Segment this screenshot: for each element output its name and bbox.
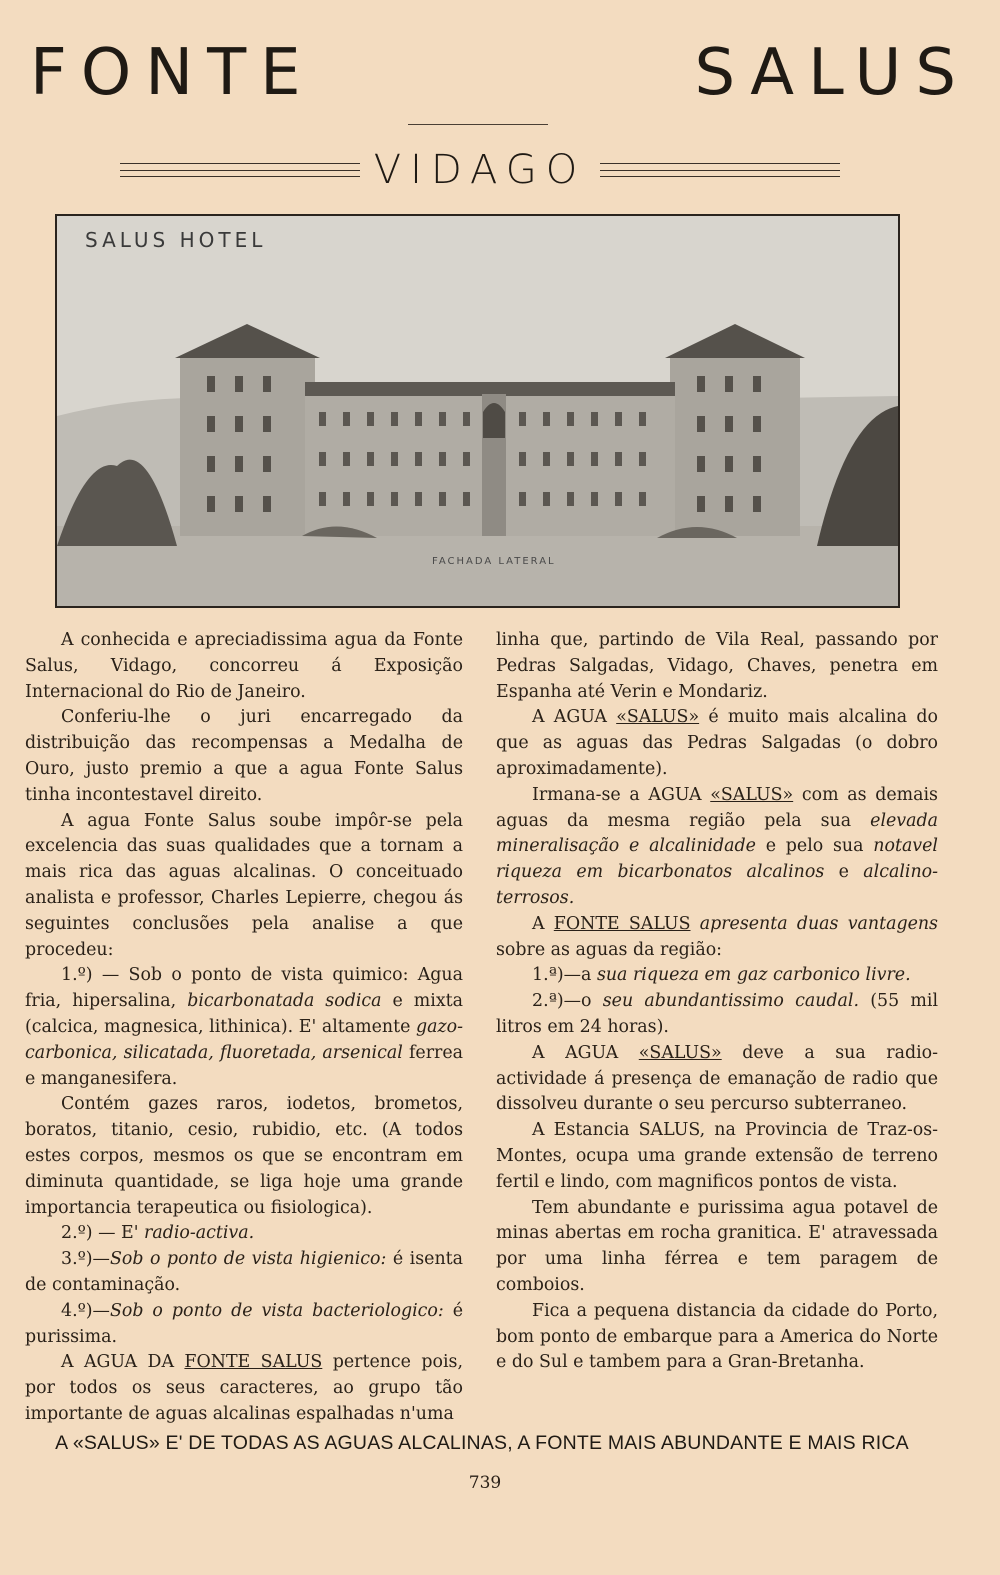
paragraph: Irmana-se a AGUA «SALUS» com as demais aguas da mesma região pela sua elevada mineralisação e alcalinidade e pelo sua notavel riqueza em bicarbonatos alcalinos e alcalino-terrosos.: [496, 784, 938, 908]
page-number: 739: [468, 1473, 502, 1493]
paragraph: 1.ª)—a sua riqueza em gaz carbonico livre.: [532, 965, 911, 986]
paragraph: Tem abundante e purissima agua potavel de minas abertas em rocha granitica. E' atravessada por uma linha férrea e tem paragem de comboios.: [496, 1197, 938, 1295]
left-text-column: [25, 628, 463, 1428]
paragraph: linha que, partindo de Vila Real, passando por Pedras Salgadas, Vidago, Chaves, penetra em Espanha até Verin e Mondariz.: [496, 630, 938, 702]
title-word-salus: SALUS: [694, 36, 970, 110]
left-rules-divider: [120, 163, 360, 177]
paragraph: Contém gazes raros, iodetos, brometos, boratos, titanio, cesio, rubidio, etc. (A todos estes corpos, mesmos os que se encontram em diminuta quantidade, se liga hoje uma grande importancia terapeutica ou fisiologica).: [25, 1094, 463, 1218]
paragraph: 1.º) — Sob o ponto de vista quimico: Agua fria, hipersalina, bicarbonatada sodica e mixta (calcica, magnesica, lithinica). E' altamente gazo-carbonica, silicatada, fluoretada, arsenical ferrea e manganesifera.: [25, 965, 463, 1089]
paragraph: 2.º) — E' radio-activa.: [61, 1223, 255, 1244]
paragraph: 2.ª)—o seu abundantissimo caudal. (55 mil litros em 24 horas).: [496, 991, 939, 1037]
paragraph: A AGUA «SALUS» deve a sua radio-actividade á presença de emanação de radio que dissolveu durante o seu percurso subterraneo.: [496, 1042, 938, 1115]
page-subtitle: VIDAGO: [373, 147, 587, 193]
photo-caption: SALUS HOTEL: [85, 228, 267, 252]
title-divider: [408, 124, 548, 125]
paragraph: A agua Fonte Salus soube impôr-se pela excelencia das suas qualidades que a tornam a mais rica das aguas alcalinas. O conceituado analista e professor, Charles Lepierre, chegou ás seguintes conclusões pela analise a que procedeu:: [25, 810, 463, 960]
paragraph: Fica a pequena distancia da cidade do Porto, bom ponto de embarque para a America do Norte e do Sul e tambem para a Gran-Bretanha.: [496, 1300, 938, 1373]
footer-slogan: A «SALUS» E' DE TODAS AS AGUAS ALCALINAS, A FONTE MAIS ABUNDANTE E MAIS RICA: [55, 1432, 909, 1454]
title-word-fonte: FONTE: [30, 36, 315, 110]
right-rules-divider: [600, 163, 840, 177]
hotel-photo: [55, 214, 900, 608]
right-text-column: [496, 628, 938, 1376]
paragraph: 4.º)—Sob o ponto de vista bacteriologico: é purissima.: [25, 1300, 463, 1347]
paragraph: A AGUA «SALUS» é muito mais alcalina do que as aguas das Pedras Salgadas (o dobro aproximadamente).: [496, 707, 939, 779]
photo-subcaption: FACHADA LATERAL: [432, 556, 556, 567]
subtitle-row: [120, 148, 840, 192]
paragraph: A Estancia SALUS, na Provincia de Traz-os-Montes, ocupa uma grande extensão de terreno fertil e lindo, com magnificos pontos de vista.: [496, 1120, 938, 1192]
paragraph: Conferiu-lhe o juri encarregado da distribuição das recompensas a Medalha de Ouro, justo premio a que a agua Fonte Salus tinha incontestavel direito.: [25, 707, 463, 805]
paragraph: A AGUA DA FONTE SALUS pertence pois, por todos os seus caracteres, ao grupo tão importante de aguas alcalinas espalhadas n'uma: [25, 1352, 463, 1424]
hotel-illustration: [57, 216, 898, 606]
paragraph: 3.º)—Sob o ponto de vista higienico: é isenta de contaminação.: [25, 1249, 463, 1295]
paragraph: A FONTE SALUS apresenta duas vantagens sobre as aguas da região:: [496, 913, 938, 960]
page-title: [30, 38, 970, 108]
paragraph: A conhecida e apreciadissima agua da Fonte Salus, Vidago, concorreu á Exposição Internacional do Rio de Janeiro.: [25, 630, 463, 702]
